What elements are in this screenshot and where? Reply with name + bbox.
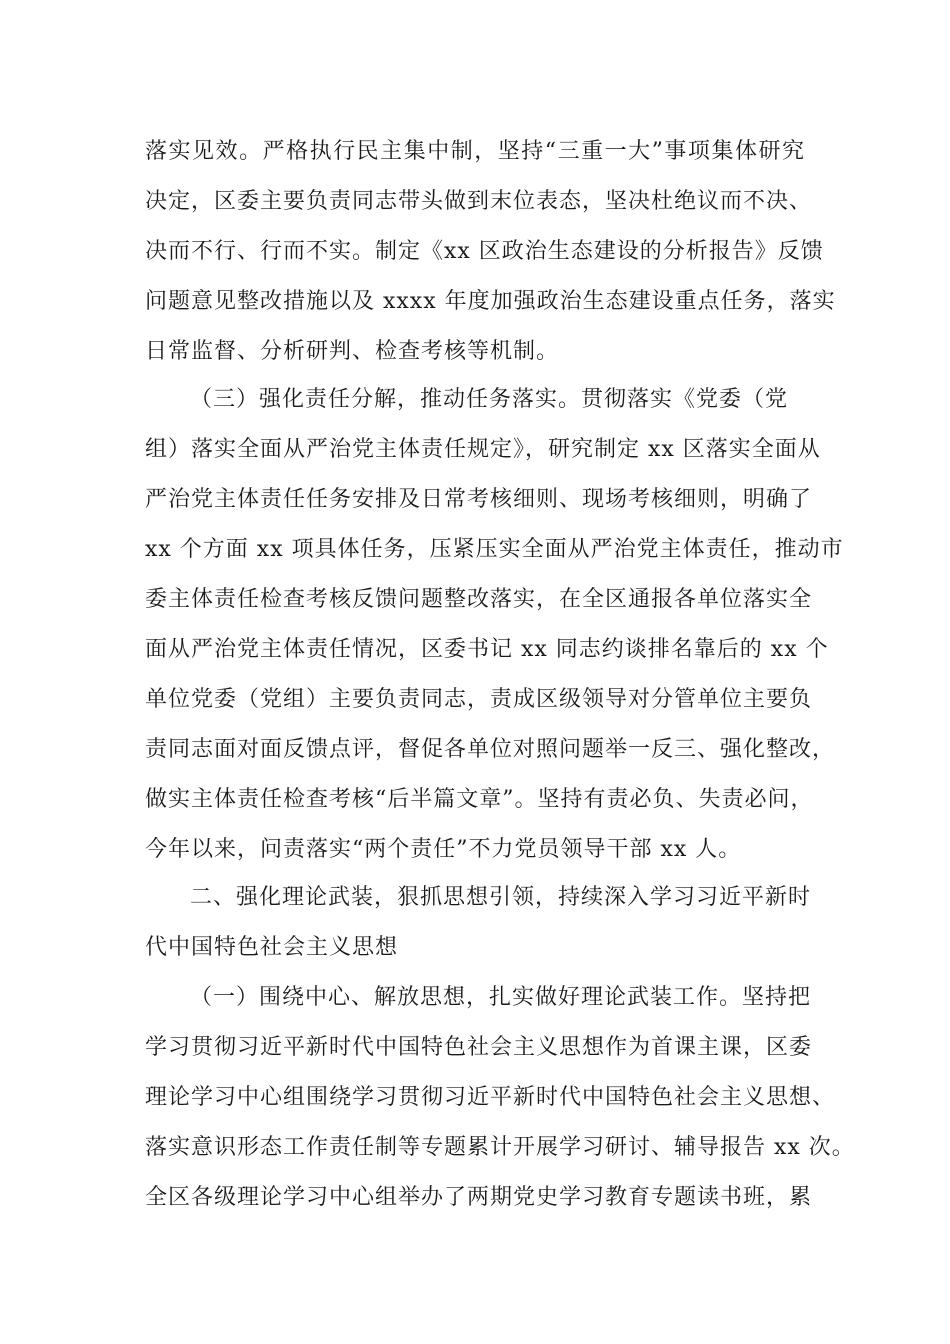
text-line: 今年以来，问责落实“两个责任”不力党员领导干部 xx 人。 (145, 837, 742, 862)
text-line: 日常监督、分析研判、检查考核等机制。 (145, 339, 560, 364)
text-line: 委主体责任检查考核反馈问题整改落实，在全区通报各单位落实全 (145, 587, 813, 612)
text-line: 严治党主体责任任务安排及日常考核细则、现场考核细则，明确了 (145, 487, 813, 512)
text-line: 决定，区委主要负责同志带头做到末位表态，坚决杜绝议而不决、 (145, 189, 813, 214)
text-line: 理论学习中心组围绕学习贯彻习近平新时代中国特色社会主义思想、 (145, 1085, 836, 1110)
text-line: （三）强化责任分解，推动任务落实。贯彻落实《党委（党 (190, 387, 789, 412)
text-line: 面从严治党主体责任情况，区委书记 xx 同志约谈排名靠后的 xx 个 (145, 637, 829, 662)
text-line: 组）落实全面从严治党主体责任规定》，研究制定 xx 区落实全面从 (145, 437, 821, 462)
text-line: （一）围绕中心、解放思想，扎实做好理论武装工作。坚持把 (190, 985, 812, 1010)
section-heading-line: 代中国特色社会主义思想 (145, 935, 399, 960)
text-line: 落实见效。严格执行民主集中制，坚持“三重一大”事项集体研究 (145, 139, 805, 164)
text-line: 落实意识形态工作责任制等专题累计开展学习研讨、辅导报告 xx 次。 (145, 1135, 855, 1160)
text-line: 全区各级理论学习中心组举办了两期党史学习教育专题读书班，累 (145, 1185, 813, 1210)
text-line: 学习贯彻习近平新时代中国特色社会主义思想作为首课主课，区委 (145, 1035, 813, 1060)
text-line: 做实主体责任检查考核“后半篇文章”。坚持有责必负、失责必问， (145, 787, 814, 812)
section-heading-line: 二、强化理论武装，狠抓思想引领，持续深入学习习近平新时 (190, 885, 812, 910)
text-line: 决而不行、行而不实。制定《xx 区政治生态建设的分析报告》反馈 (145, 239, 824, 264)
text-line: 问题意见整改措施以及 xxxx 年度加强政治生态建设重点任务，落实 (145, 289, 836, 314)
text-line: xx 个方面 xx 项具体任务，压紧压实全面从严治党主体责任，推动市 (145, 537, 844, 562)
text-line: 责同志面对面反馈点评，督促各单位对照问题举一反三、强化整改， (145, 737, 836, 762)
text-line: 单位党委（党组）主要负责同志，责成区级领导对分管单位主要负 (145, 687, 813, 712)
